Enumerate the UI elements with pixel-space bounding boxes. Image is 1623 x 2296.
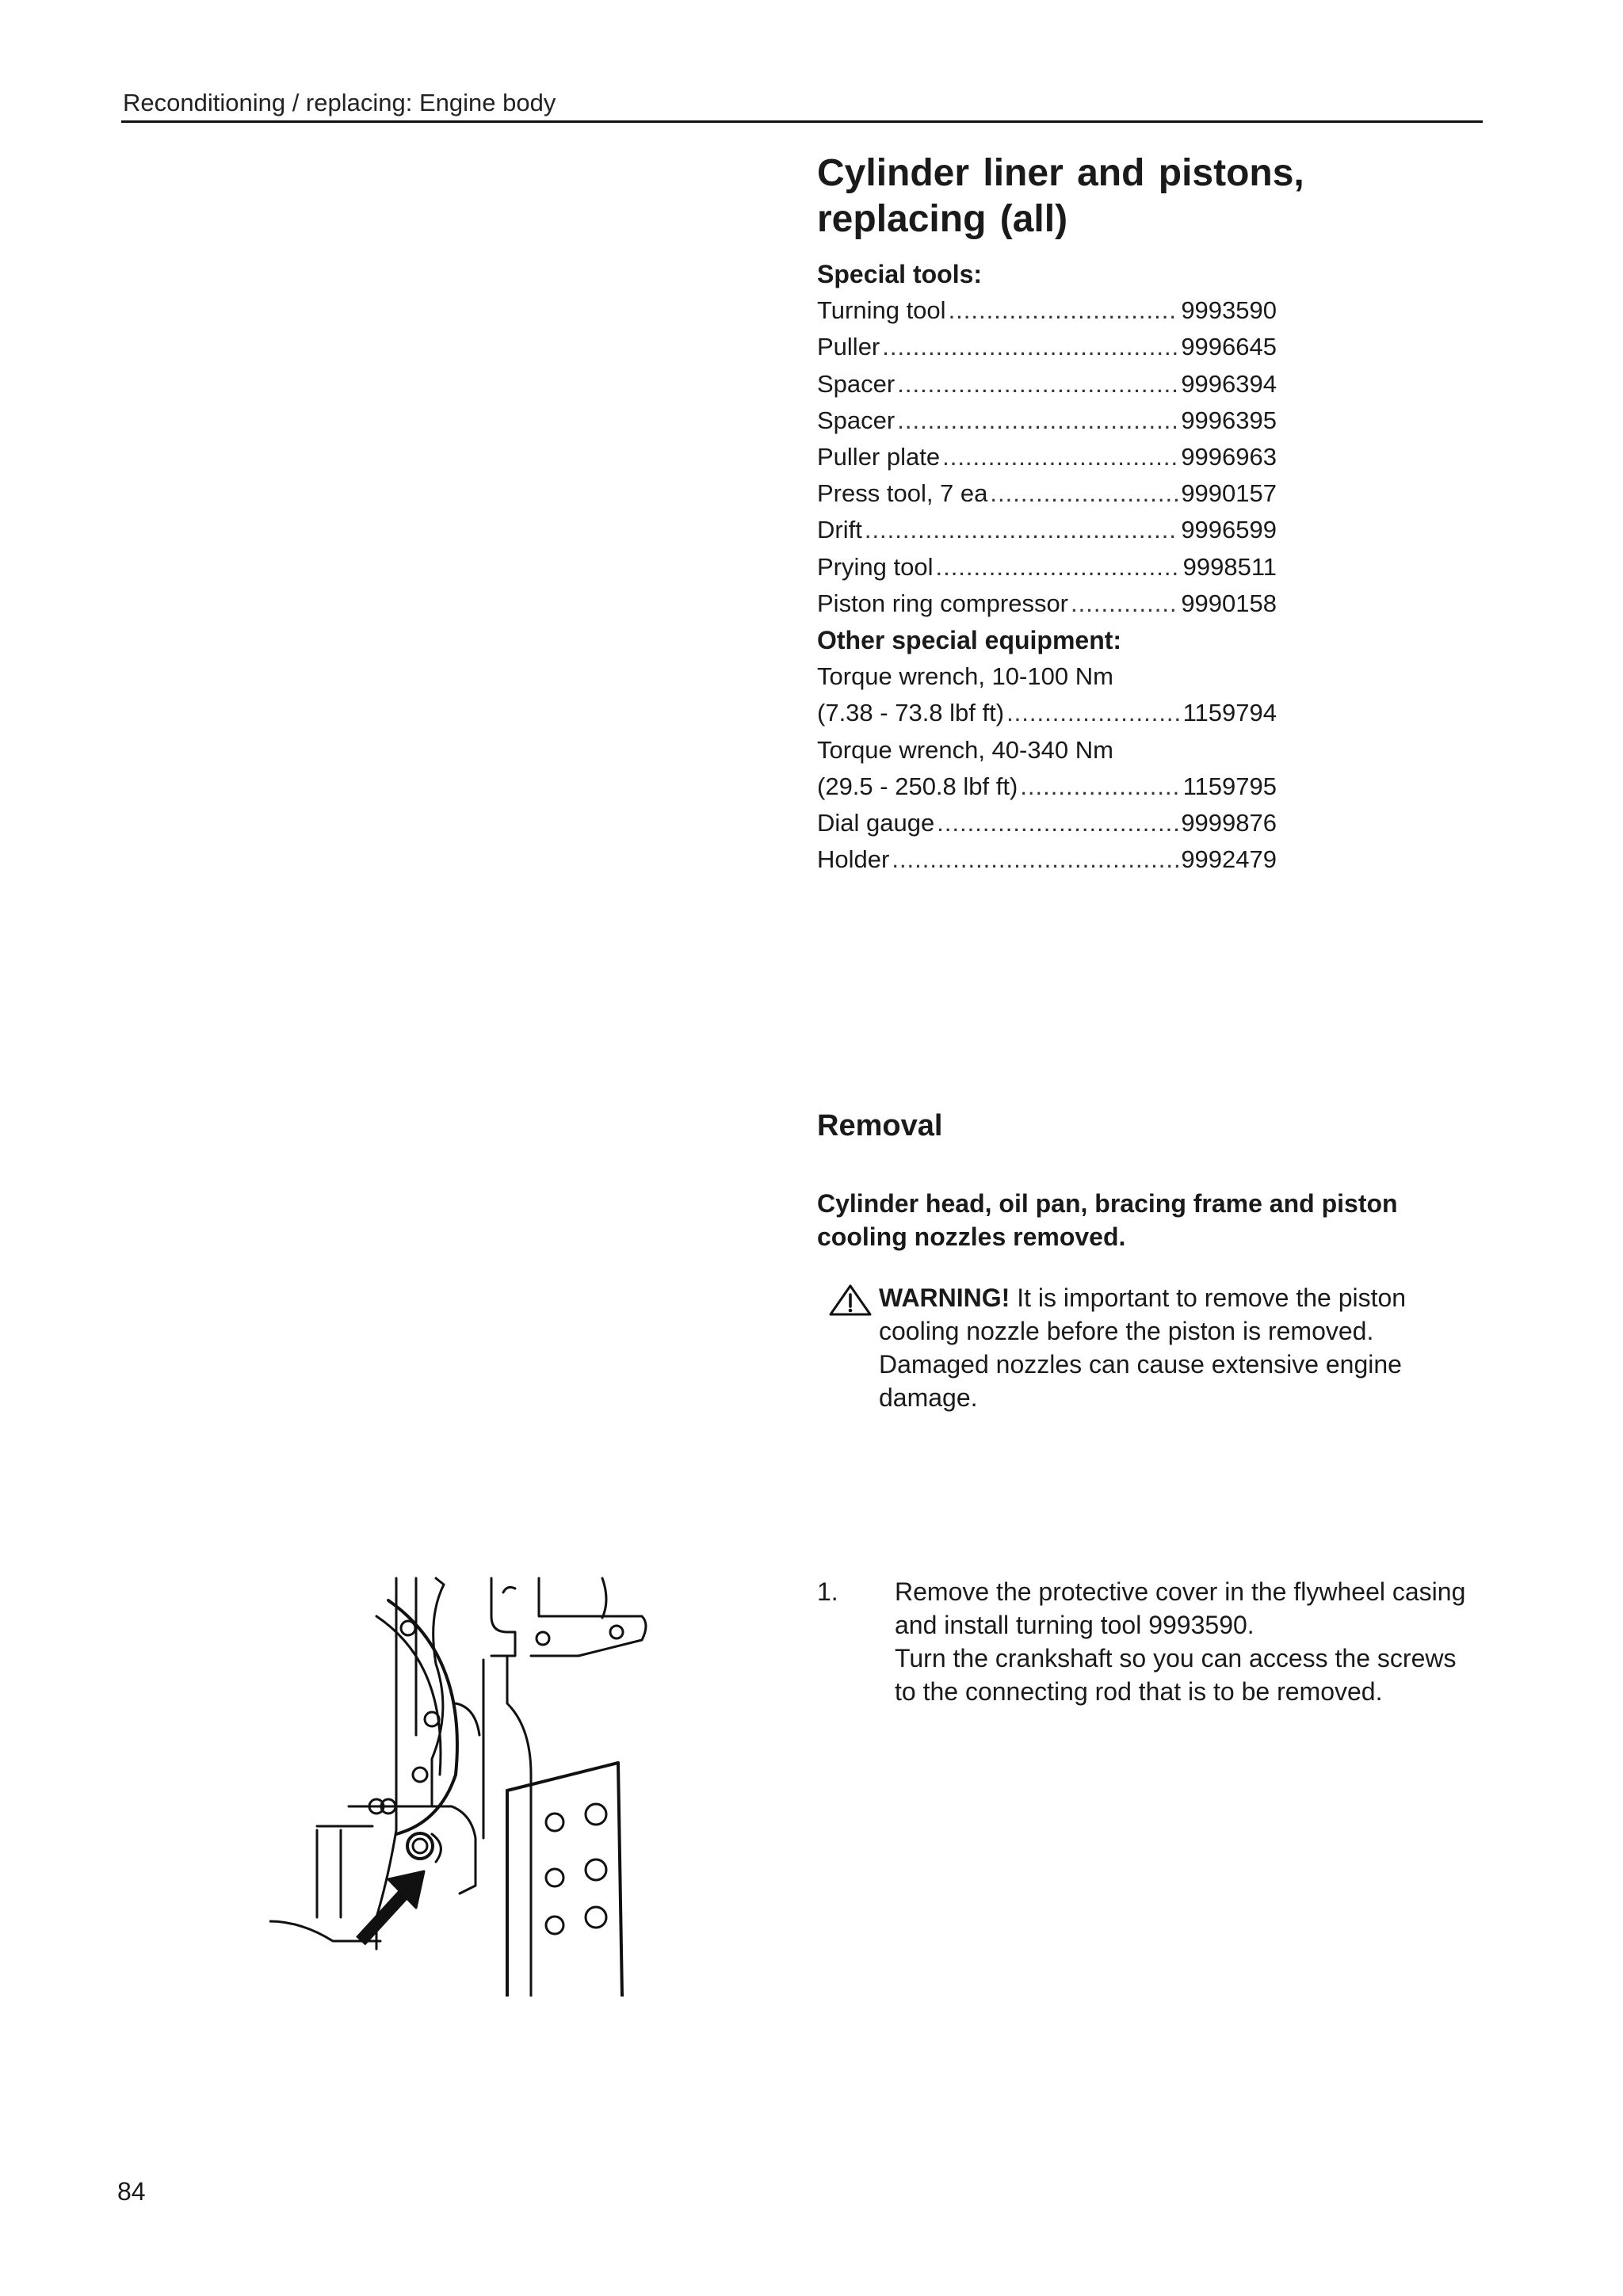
leader-dots xyxy=(897,402,1178,439)
warning-body: It is important to remove the piston cooling nozzle before the piston is removed. Damaged nozzles can cause extensive engine damage. xyxy=(879,1283,1407,1412)
tool-row xyxy=(817,366,1277,402)
page-number: 84 xyxy=(117,2177,146,2206)
tool-row xyxy=(817,585,1277,622)
special-tools-label: Special tools: xyxy=(817,260,983,288)
step-1 xyxy=(817,1575,1475,1708)
running-header: Reconditioning / replacing: Engine body xyxy=(123,89,556,116)
tool-row xyxy=(817,841,1277,878)
leader-dots xyxy=(949,292,1179,329)
leader-dots xyxy=(937,805,1178,841)
tool-name: (29.5 - 250.8 lbf ft) xyxy=(817,772,1018,800)
tool-row xyxy=(817,512,1277,548)
tools-list xyxy=(817,256,1277,878)
step-number: 1. xyxy=(817,1577,838,1606)
page-title xyxy=(817,151,1304,242)
header-rule xyxy=(121,120,1483,123)
other-equipment-label: Other special equipment: xyxy=(817,626,1122,655)
tool-number: 9996395 xyxy=(1181,406,1277,434)
tool-name: Puller xyxy=(817,333,880,361)
tool-name: Drift xyxy=(817,516,862,544)
tool-row xyxy=(817,292,1277,329)
tool-row xyxy=(817,402,1277,439)
tool-name: (7.38 - 73.8 lbf ft) xyxy=(817,699,1005,727)
tool-number: 9998511 xyxy=(1182,552,1277,581)
equipment-name-line: Torque wrench, 40-340 Nm xyxy=(817,735,1113,764)
tool-number: 9996645 xyxy=(1181,333,1277,361)
leader-dots xyxy=(990,475,1178,512)
tool-name: Piston ring compressor xyxy=(817,589,1069,617)
tool-name: Holder xyxy=(817,845,890,874)
warning-note xyxy=(828,1281,1462,1414)
precondition-text: Cylinder head, oil pan, bracing frame and piston cooling nozzles removed. xyxy=(817,1189,1398,1251)
tool-row xyxy=(817,769,1277,805)
tool-number: 9993590 xyxy=(1181,296,1277,325)
tool-name: Spacer xyxy=(817,406,896,434)
title-line-1: Cylinder liner and pistons, xyxy=(817,152,1304,194)
equipment-name-line: Torque wrench, 10-100 Nm xyxy=(817,662,1113,691)
tool-number: 9990157 xyxy=(1181,479,1277,508)
tool-number: 1159794 xyxy=(1182,699,1277,727)
leader-dots xyxy=(935,549,1180,585)
tool-row xyxy=(817,439,1277,475)
tool-number: 9996394 xyxy=(1181,369,1277,398)
tool-number: 9990158 xyxy=(1181,589,1277,617)
title-line-2: replacing (all) xyxy=(817,198,1068,240)
leader-dots xyxy=(1020,769,1180,805)
tool-name: Turning tool xyxy=(817,296,946,325)
step-instruction-1: Remove the protective cover in the flywheel casing and install turning tool 9993590. xyxy=(895,1577,1466,1639)
step-text xyxy=(895,1575,1475,1708)
warning-text-block xyxy=(879,1281,1462,1414)
leader-dots xyxy=(892,841,1178,878)
tool-row xyxy=(817,805,1277,841)
tool-row xyxy=(817,329,1277,365)
leader-dots xyxy=(1071,585,1178,622)
tool-row xyxy=(817,695,1277,731)
tool-name: Puller plate xyxy=(817,443,941,471)
removal-heading: Removal xyxy=(817,1109,943,1142)
tool-row xyxy=(817,549,1277,585)
tool-number: 9992479 xyxy=(1181,845,1277,874)
leader-dots xyxy=(942,439,1178,475)
tool-number: 9996963 xyxy=(1181,443,1277,471)
warning-triangle-icon xyxy=(828,1283,873,1317)
flywheel-casing-illustration xyxy=(269,1569,650,1997)
leader-dots xyxy=(897,366,1178,402)
tool-row xyxy=(817,475,1277,512)
warning-label: WARNING! xyxy=(879,1283,1010,1312)
tool-name: Press tool, 7 ea xyxy=(817,479,988,508)
leader-dots xyxy=(865,512,1178,548)
tool-name: Prying tool xyxy=(817,552,934,581)
leader-dots xyxy=(1006,695,1181,731)
tool-name: Spacer xyxy=(817,369,896,398)
tool-number: 9999876 xyxy=(1181,809,1277,837)
leader-dots xyxy=(882,329,1178,365)
step-instruction-2: Turn the crankshaft so you can access the screws to the connecting rod that is to be removed. xyxy=(895,1644,1457,1706)
tool-number: 9996599 xyxy=(1181,516,1277,544)
tool-name: Dial gauge xyxy=(817,809,935,837)
tool-number: 1159795 xyxy=(1182,772,1277,800)
